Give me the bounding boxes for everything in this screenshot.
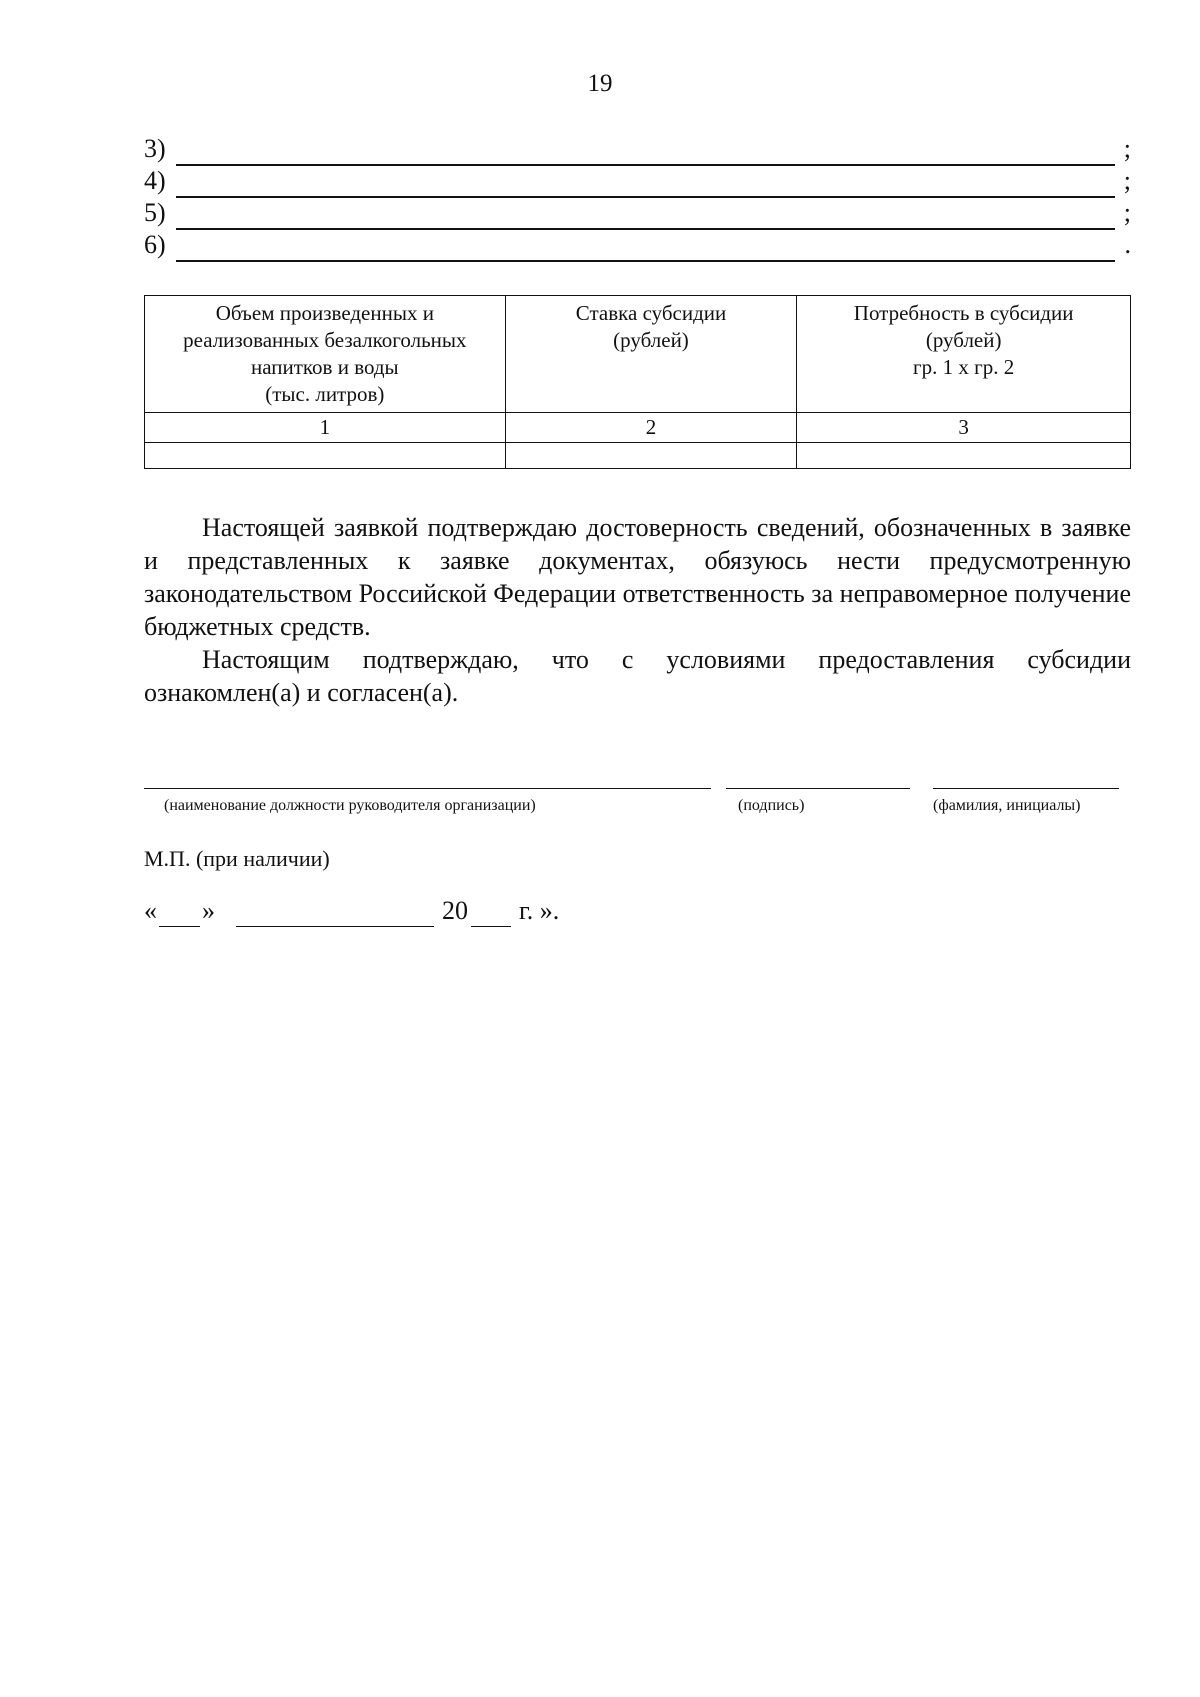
day-blank[interactable]: [159, 926, 200, 927]
subsidy-table: [144, 295, 1131, 469]
confirmation-text: [144, 511, 1131, 709]
stamp-note: М.П. (при наличии): [144, 846, 330, 871]
header-need: [797, 296, 1131, 413]
year-blank[interactable]: [471, 926, 511, 927]
header-line: реализованных безалкогольных: [183, 327, 467, 352]
date-suffix: г. ».: [519, 896, 560, 925]
signature-caption: (подпись): [738, 797, 805, 814]
month-blank[interactable]: [236, 926, 434, 927]
signature-line[interactable]: [726, 788, 910, 789]
header-line: (тыс. литров): [265, 381, 385, 406]
list-item-punctuation: ;: [1123, 166, 1131, 195]
header-line: (рублей): [925, 327, 1002, 352]
list-item-number: 6): [144, 230, 166, 259]
header-line: (рублей): [613, 327, 689, 352]
column-number: 3: [797, 413, 1131, 443]
page-number: 19: [587, 70, 613, 97]
list-item: [144, 230, 1131, 262]
list-item-number: 4): [144, 166, 166, 195]
table-row: [145, 442, 1131, 468]
header-volume: [145, 296, 506, 413]
position-line[interactable]: [144, 788, 711, 789]
list-item: [144, 166, 1131, 198]
name-line[interactable]: [933, 788, 1119, 789]
date-close-quote: »: [202, 896, 215, 925]
column-number-row: [145, 413, 1131, 443]
date-open-quote: «: [144, 896, 157, 925]
list-item-punctuation: .: [1124, 230, 1131, 259]
name-caption: (фамилия, инициалы): [933, 797, 1081, 814]
table-cell-rate[interactable]: [505, 442, 797, 468]
header-line: Потребность в субсидии: [853, 301, 1074, 325]
paragraph: Настоящим подтверждаю, что с условиями предоставления субсидии ознакомлен(а) и согласен(а).: [144, 645, 1131, 707]
date-line: [144, 896, 644, 930]
header-rate: [505, 296, 797, 413]
list-item-number: 5): [144, 198, 166, 227]
list-item-number: 3): [144, 134, 166, 163]
list-item: [144, 198, 1131, 230]
header-line: гр. 1 х гр. 2: [913, 354, 1015, 379]
header-line: Ставка субсидии: [575, 301, 727, 325]
table-cell-volume[interactable]: [145, 442, 506, 468]
column-number: 1: [145, 413, 506, 443]
list-item: [144, 134, 1131, 166]
header-line: Объем произведенных и: [215, 301, 434, 325]
table-header-row: [145, 296, 1131, 413]
list-item-punctuation: ;: [1123, 134, 1131, 163]
column-number: 2: [505, 413, 797, 443]
year-prefix: 20: [442, 896, 468, 925]
fill-in-line[interactable]: [176, 260, 1115, 262]
header-line: напитков и воды: [250, 354, 399, 379]
table-cell-need[interactable]: [797, 442, 1131, 468]
paragraph: Настоящей заявкой подтверждаю достоверность сведений, обозначенных в заявке и представленных к заявке документах, обязуюсь нести предусмотренную законодательством Российской Федерации ответственность за неправомерное получение бюджетных средств.: [144, 513, 1131, 641]
position-caption: (наименование должности руководителя организации): [164, 797, 536, 814]
list-item-punctuation: ;: [1123, 198, 1131, 227]
